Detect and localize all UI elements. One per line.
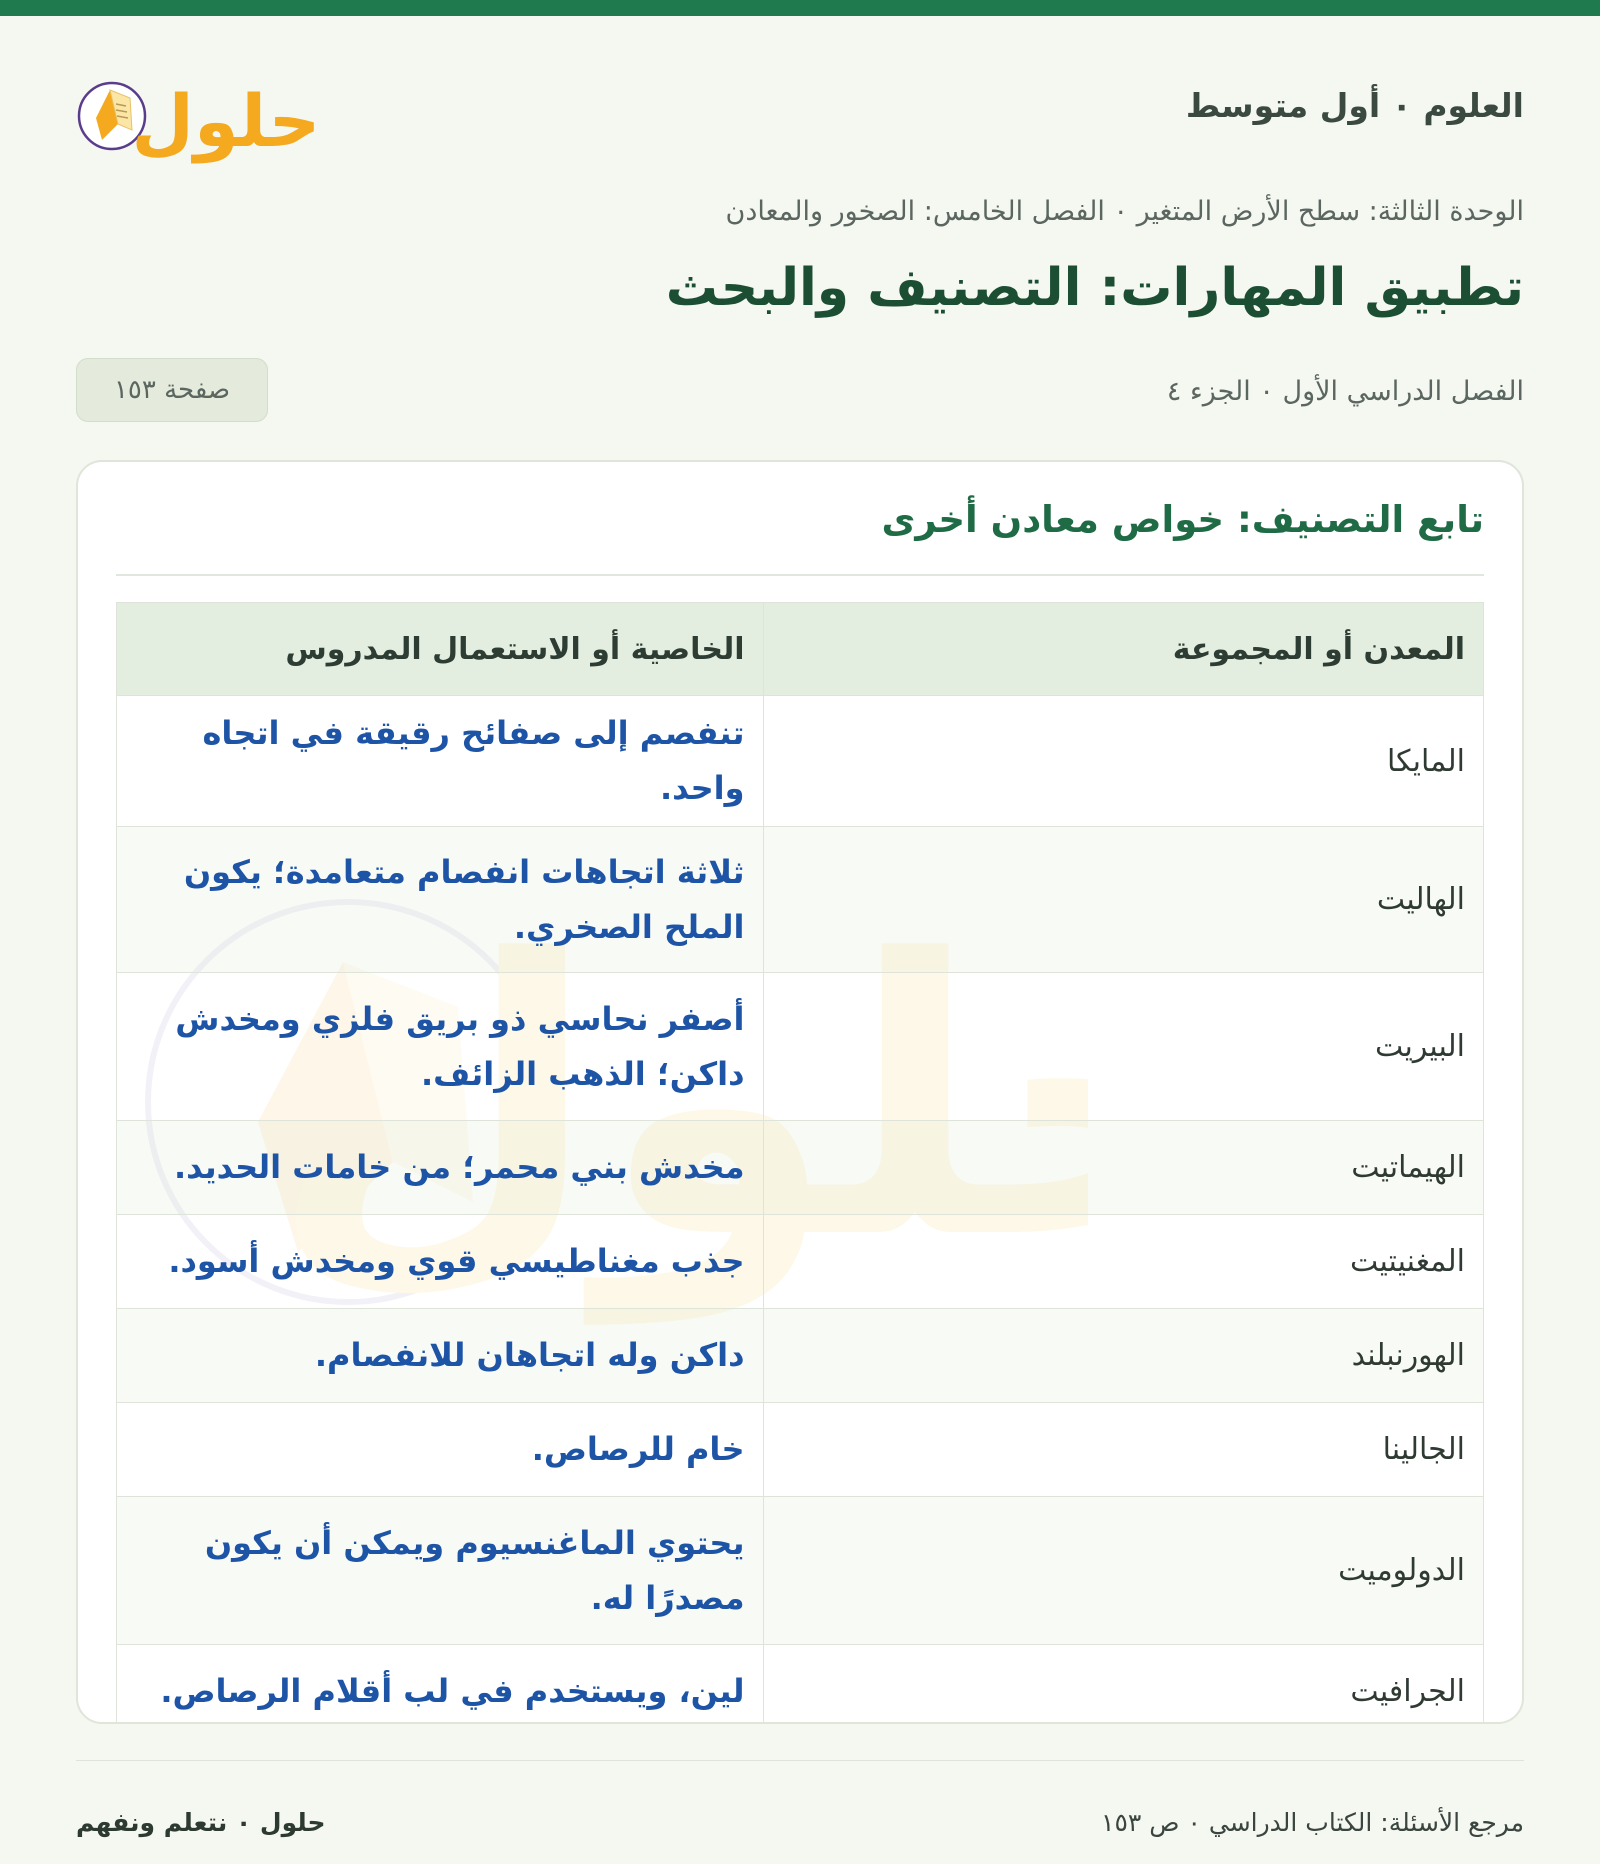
property-cell: خام للرصاص.: [117, 1403, 764, 1497]
table-row: [117, 1645, 1484, 1725]
property-cell: تنفصم إلى صفائح رقيقة في اتجاه واحد.: [117, 696, 764, 827]
property-cell: داكن وله اتجاهان للانفصام.: [117, 1309, 764, 1403]
mineral-cell: الدولوميت: [763, 1497, 1484, 1645]
property-cell: لين، ويستخدم في لب أقلام الرصاص.: [117, 1645, 764, 1725]
property-cell: أصفر نحاسي ذو بريق فلزي ومخدش داكن؛ الذهب الزائف.: [117, 973, 764, 1121]
card-divider: [116, 574, 1484, 576]
property-cell: ثلاثة اتجاهات انفصام متعامدة؛ يكون الملح الصخري.: [117, 827, 764, 973]
hulul-logo[interactable]: [76, 54, 336, 174]
table-row: [117, 1121, 1484, 1215]
page-title: تطبيق المهارات: التصنيف والبحث: [665, 258, 1524, 318]
table-row: [117, 1309, 1484, 1403]
mineral-cell: المغنيتيت: [763, 1215, 1484, 1309]
table-row: [117, 1497, 1484, 1645]
subject-label: العلوم ٠ أول متوسط: [1185, 86, 1524, 125]
column-header-property: الخاصية أو الاستعمال المدروس: [117, 603, 764, 696]
logo-text: حلول: [131, 79, 321, 163]
mineral-cell: الهيماتيت: [763, 1121, 1484, 1215]
page-number-badge: صفحة ١٥٣: [76, 358, 268, 422]
table-header-row: [117, 603, 1484, 696]
property-cell: جذب مغناطيسي قوي ومخدش أسود.: [117, 1215, 764, 1309]
column-header-mineral: المعدن أو المجموعة: [763, 603, 1484, 696]
table-row: [117, 1403, 1484, 1497]
footer-divider: [76, 1760, 1524, 1761]
mineral-cell: المايكا: [763, 696, 1484, 827]
unit-chapter-line: الوحدة الثالثة: سطح الأرض المتغير ٠ الفصل الخامس: الصخور والمعادن: [725, 196, 1524, 227]
footer-brand: حلول ٠ نتعلم ونفهم: [76, 1808, 326, 1837]
minerals-table: [116, 602, 1484, 1724]
logo-graphic: [76, 54, 336, 174]
table-row: [117, 1215, 1484, 1309]
table-row: [117, 827, 1484, 973]
table-row: [117, 696, 1484, 827]
top-accent-bar: [0, 0, 1600, 16]
card-title: تابع التصنيف: خواص معادن أخرى: [881, 498, 1484, 541]
page-header: [76, 16, 1524, 407]
mineral-cell: الجالينا: [763, 1403, 1484, 1497]
mineral-cell: البيريت: [763, 973, 1484, 1121]
mineral-cell: الجرافيت: [763, 1645, 1484, 1725]
table-row: [117, 973, 1484, 1121]
property-cell: مخدش بني محمر؛ من خامات الحديد.: [117, 1121, 764, 1215]
content-card: [76, 460, 1524, 1724]
footer-reference: مرجع الأسئلة: الكتاب الدراسي ٠ ص ١٥٣: [1101, 1808, 1524, 1837]
property-cell: يحتوي الماغنسيوم ويمكن أن يكون مصدرًا له.: [117, 1497, 764, 1645]
mineral-cell: الهورنبلند: [763, 1309, 1484, 1403]
page: [76, 16, 1524, 1864]
semester-line: الفصل الدراسي الأول ٠ الجزء ٤: [1166, 376, 1524, 407]
mineral-cell: الهاليت: [763, 827, 1484, 973]
